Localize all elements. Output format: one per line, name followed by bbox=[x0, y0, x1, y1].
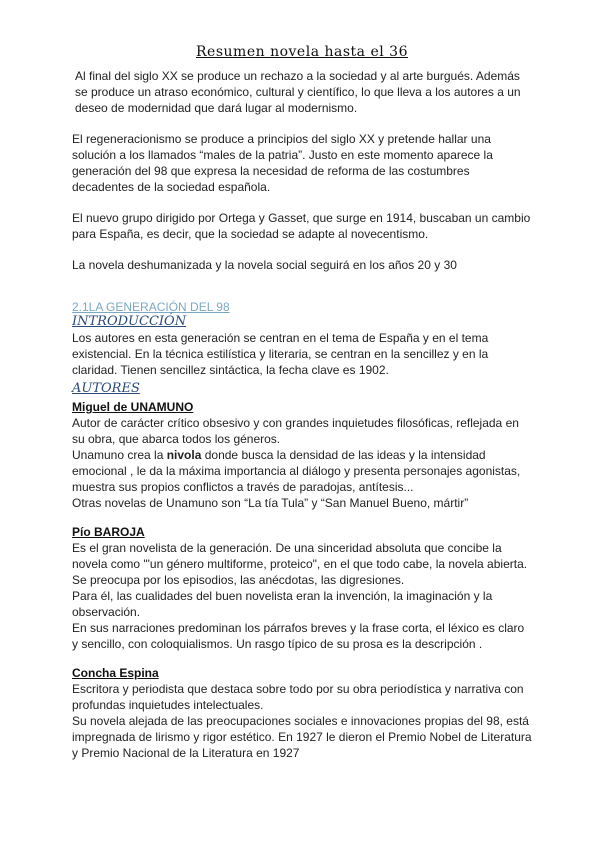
authors-heading: AUTORES bbox=[72, 381, 140, 396]
introduction-heading: INTRODUCCIÓN bbox=[72, 314, 187, 329]
baroja-text-1: Es el gran novelista de la generación. De una sinceridad absoluta que concibe la novela como "'un género multiforme, proteico", en el que todo cabe, la novela abierta. Se preocupa por los episodios, las anécdotas, las digresiones. bbox=[72, 541, 528, 587]
introduction-text: Los autores en esta generación se centran en el tema de España y en el tema existencial. En la técnica estilística y literaria, se centran en la sencillez y en la claridad. Tienen sencillez sintáctica, la fecha clave es 1902. bbox=[72, 331, 489, 377]
espina-text-1: Escritora y periodista que destaca sobre todo por su obra periodística y narrativa con profundas inquietudes intelectuales. bbox=[72, 682, 524, 712]
author-name-espina: Concha Espina bbox=[72, 666, 159, 680]
document-title: Resumen novela hasta el 36 bbox=[196, 44, 408, 60]
baroja-text-2: Para él, las cualidades del buen novelista eran la invención, la imaginación y la observación. bbox=[72, 589, 493, 619]
unamuno-text-1: Autor de carácter crítico obsesivo y con grandes inquietudes filosóficas, reflejada en su obra, que abarca todos los géneros. bbox=[72, 416, 519, 446]
unamuno-text-2-post: donde busca la densidad de las ideas y la intensidad emocional , le da la máxima importancia al diálogo y presenta personajes agonistas, muestra sus propios conflictos a través de paradojas, antítesis... bbox=[72, 448, 521, 494]
espina-text-2: Su novela alejada de las preocupaciones sociales e innovaciones propias del 98, está impregnada de lirismo y rigor estético. En 1927 le dieron el Premio Nobel de Literatura y Premio Nacional de la Literatura en 1927 bbox=[72, 714, 532, 760]
intro-paragraph-2: El regeneracionismo se produce a principios del siglo XX y pretende hallar una solución a los llamados “males de la patria”. Justo en este momento aparece la generación del 98 que expresa la necesidad de reforma de las costumbres decadentes de la sociedad española. bbox=[72, 132, 493, 194]
unamuno-text-3: Otras novelas de Unamuno son “La tía Tula” y “San Manuel Bueno, mártir” bbox=[72, 496, 469, 510]
author-name-unamuno: Miguel de UNAMUNO bbox=[72, 400, 194, 414]
author-name-baroja: Pío BAROJA bbox=[72, 525, 145, 539]
intro-paragraph-3: El nuevo grupo dirigido por Ortega y Gasset, que surge en 1914, buscaban un cambio para España, es decir, que la sociedad se adapte al novecentismo. bbox=[72, 211, 531, 241]
unamuno-text-2 bbox=[72, 447, 532, 495]
nivola-term: nivola bbox=[166, 448, 202, 462]
intro-paragraph-1: Al final del siglo XX se produce un rechazo a la sociedad y al arte burgués. Además se produce un atraso económico, cultural y científico, lo que lleva a los autores a un deseo de modernidad que dará lugar al modernismo. bbox=[75, 69, 521, 115]
baroja-text-3: En sus narraciones predominan los párrafos breves y la frase corta, el léxico es claro y sencillo, con coloquialismos. Un rasgo típico de su prosa es la descripción . bbox=[72, 621, 525, 651]
unamuno-text-2-pre: Unamuno crea la bbox=[72, 448, 167, 462]
section-heading: 2.1LA GENERACIÓN DEL 98 bbox=[72, 300, 230, 314]
document-page bbox=[72, 44, 532, 761]
intro-paragraph-4: La novela deshumanizada y la novela social seguirá en los años 20 y 30 bbox=[72, 258, 457, 272]
